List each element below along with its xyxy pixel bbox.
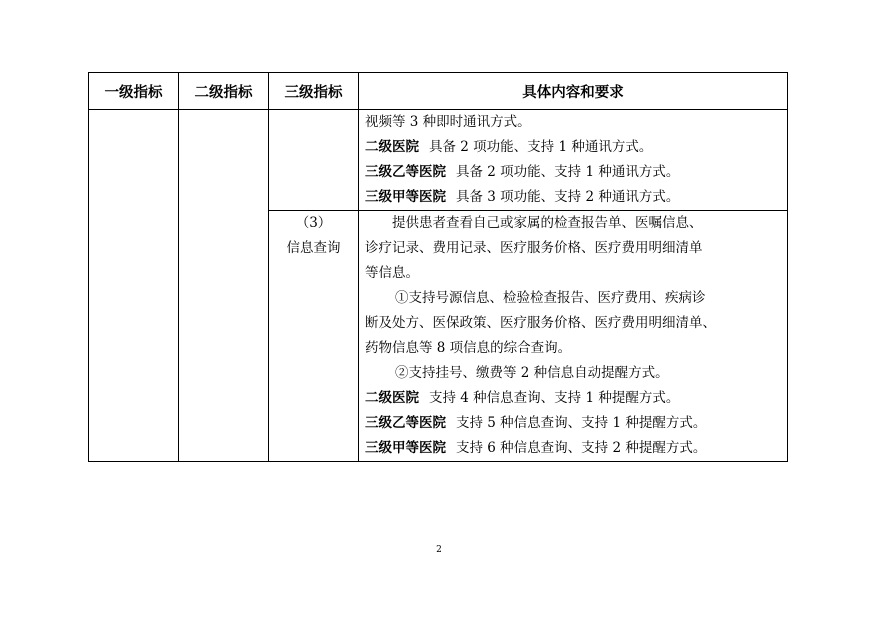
content-text: 视频等 3 种即时通讯方式。 <box>365 114 531 130</box>
content-line: 诊疗记录、费用记录、医疗服务价格、医疗费用明细清单 <box>365 240 703 256</box>
content-line <box>365 160 783 185</box>
content-text: 支持 4 种信息查询、支持 1 种提醒方式。 <box>429 390 680 406</box>
header-level2: 二级指标 <box>179 73 269 110</box>
content-line: 提供患者查看自己或家属的检查报告单、医嘱信息、 <box>392 215 703 231</box>
content-line <box>365 185 783 210</box>
table-row <box>89 110 788 211</box>
level1-cell <box>89 110 179 462</box>
level3-cell-empty <box>269 110 359 211</box>
content-text: 支持 6 种信息查询、支持 2 种提醒方式。 <box>456 440 707 456</box>
hospital-level: 三级乙等医院 <box>365 415 446 431</box>
level3-name: 信息查询 <box>286 240 341 256</box>
content-line: 药物信息等 8 项信息的综合查询。 <box>365 340 572 356</box>
content-line: 断及处方、医保政策、医疗服务价格、医疗费用明细清单、 <box>365 315 716 331</box>
level3-cell-info-query <box>269 211 359 462</box>
hospital-level: 二级医院 <box>365 139 419 155</box>
content-text: 具备 2 项功能、支持 1 种通讯方式。 <box>429 139 653 155</box>
level3-number: （3） <box>295 215 332 231</box>
page-number: 2 <box>436 545 442 555</box>
content-line <box>365 436 783 461</box>
content-text: 支持 5 种信息查询、支持 1 种提醒方式。 <box>456 415 707 431</box>
content-line: ②支持挂号、缴费等 2 种信息自动提醒方式。 <box>395 365 669 381</box>
hospital-level: 三级甲等医院 <box>365 440 446 456</box>
indicator-table <box>88 72 788 462</box>
content-line <box>365 411 783 436</box>
content-cell-info-query <box>359 211 788 462</box>
header-level3: 三级指标 <box>269 73 359 110</box>
level2-cell <box>179 110 269 462</box>
table-header-row <box>89 73 788 110</box>
hospital-level: 三级甲等医院 <box>365 189 446 205</box>
content-line <box>365 135 783 160</box>
header-level1: 一级指标 <box>89 73 179 110</box>
content-line <box>365 386 783 411</box>
content-text: 具备 3 项功能、支持 2 种通讯方式。 <box>456 189 680 205</box>
hospital-level: 三级乙等医院 <box>365 164 446 180</box>
header-content: 具体内容和要求 <box>359 73 788 110</box>
content-line <box>365 110 783 135</box>
content-text: 具备 2 项功能、支持 1 种通讯方式。 <box>456 164 680 180</box>
content-line: ①支持号源信息、检验检查报告、医疗费用、疾病诊 <box>395 290 706 306</box>
hospital-level: 二级医院 <box>365 390 419 406</box>
content-line: 等信息。 <box>365 265 419 281</box>
content-cell-messaging <box>359 110 788 211</box>
